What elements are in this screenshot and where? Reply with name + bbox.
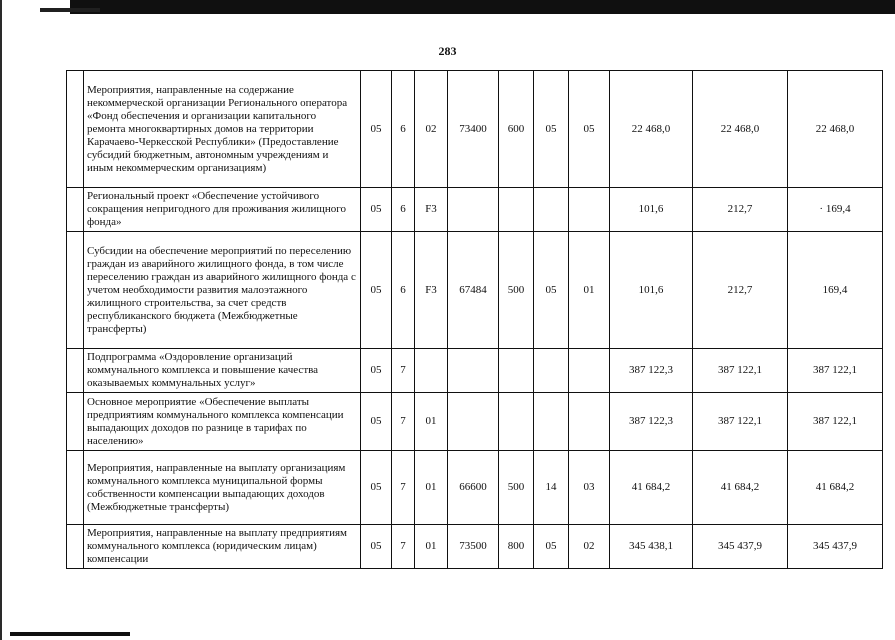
code-section-rz — [534, 393, 569, 451]
code-expense-type: 500 — [499, 232, 534, 349]
sum-year-2: 41 684,2 — [693, 451, 788, 525]
code-program: 6 — [392, 232, 415, 349]
row-index-cell — [67, 393, 84, 451]
code-section-rz: 05 — [534, 232, 569, 349]
scan-top-border-fade — [40, 8, 100, 12]
code-expense-type — [499, 393, 534, 451]
code-subsection-pr: 02 — [569, 525, 610, 569]
code-expense-type: 800 — [499, 525, 534, 569]
row-name: Мероприятия, направленные на выплату организациям коммунального комплекса муниципальной формы собственности компенсации выпадающих доходов (Межбюджетные трансферты) — [84, 451, 361, 525]
sum-year-2: 22 468,0 — [693, 71, 788, 188]
code-subprogram: 01 — [415, 525, 448, 569]
code-program: 7 — [392, 349, 415, 393]
code-section-rz — [534, 188, 569, 232]
code-direction: 66600 — [448, 451, 499, 525]
code-section: 05 — [361, 188, 392, 232]
sum-year-1: 101,6 — [610, 188, 693, 232]
scan-bottom-border — [10, 632, 130, 636]
sum-year-3: 41 684,2 — [788, 451, 883, 525]
code-section: 05 — [361, 525, 392, 569]
sum-year-3: 387 122,1 — [788, 393, 883, 451]
row-name: Региональный проект «Обеспечение устойчивого сокращения непригодного для проживания жилищного фонда» — [84, 188, 361, 232]
sum-year-1: 387 122,3 — [610, 349, 693, 393]
code-subprogram: F3 — [415, 188, 448, 232]
sum-year-2: 212,7 — [693, 232, 788, 349]
table-row — [67, 393, 883, 451]
sum-year-3: 387 122,1 — [788, 349, 883, 393]
code-subsection-pr — [569, 393, 610, 451]
row-name: Мероприятия, направленные на выплату предприятиям коммунального комплекса (юридическим лицам) компенсации — [84, 525, 361, 569]
sum-year-2: 387 122,1 — [693, 349, 788, 393]
code-section-rz: 14 — [534, 451, 569, 525]
row-index-cell — [67, 188, 84, 232]
sum-year-1: 345 438,1 — [610, 525, 693, 569]
sum-year-3: · 169,4 — [788, 188, 883, 232]
table-row — [67, 451, 883, 525]
row-index-cell — [67, 232, 84, 349]
code-program: 7 — [392, 451, 415, 525]
code-subprogram: F3 — [415, 232, 448, 349]
code-direction: 73400 — [448, 71, 499, 188]
code-subprogram: 02 — [415, 71, 448, 188]
row-index-cell — [67, 451, 84, 525]
code-expense-type — [499, 188, 534, 232]
table-row — [67, 188, 883, 232]
table-row — [67, 525, 883, 569]
row-name: Подпрограмма «Оздоровление организаций коммунального комплекса и повышение качества оказываемых коммунальных услуг» — [84, 349, 361, 393]
sum-year-1: 101,6 — [610, 232, 693, 349]
code-expense-type — [499, 349, 534, 393]
budget-table — [66, 70, 883, 569]
row-index-cell — [67, 71, 84, 188]
sum-year-2: 345 437,9 — [693, 525, 788, 569]
budget-table-body — [67, 71, 883, 569]
sum-year-2: 387 122,1 — [693, 393, 788, 451]
code-program: 6 — [392, 188, 415, 232]
code-subsection-pr: 03 — [569, 451, 610, 525]
sum-year-1: 41 684,2 — [610, 451, 693, 525]
code-expense-type: 600 — [499, 71, 534, 188]
code-subprogram: 01 — [415, 393, 448, 451]
code-subprogram: 01 — [415, 451, 448, 525]
code-subsection-pr — [569, 188, 610, 232]
table-row — [67, 349, 883, 393]
code-direction — [448, 393, 499, 451]
code-section-rz: 05 — [534, 71, 569, 188]
code-section: 05 — [361, 71, 392, 188]
code-section: 05 — [361, 232, 392, 349]
code-section: 05 — [361, 349, 392, 393]
code-section: 05 — [361, 393, 392, 451]
row-name: Субсидии на обеспечение мероприятий по переселению граждан из аварийного жилищного фонда, в том числе переселению граждан из аварийного жилищного фонда с учетом необходимости развития малоэтажного жилищного строительства, за счет средств республиканского бюджета (Межбюджетные трансферты) — [84, 232, 361, 349]
table-row — [67, 232, 883, 349]
sum-year-3: 169,4 — [788, 232, 883, 349]
code-expense-type: 500 — [499, 451, 534, 525]
code-subsection-pr: 05 — [569, 71, 610, 188]
code-direction — [448, 188, 499, 232]
code-subsection-pr — [569, 349, 610, 393]
row-name: Мероприятия, направленные на содержание некоммерческой организации Регионального оператора «Фонд обеспечения и организации капитального ремонта многоквартирных домов на территории Карачаево-Черкесской Республики» (Предоставление субсидий бюджетным, автономным учреждениям и иным некоммерческим организациям) — [84, 71, 361, 188]
sum-year-2: 212,7 — [693, 188, 788, 232]
code-section: 05 — [361, 451, 392, 525]
table-row — [67, 71, 883, 188]
code-program: 7 — [392, 393, 415, 451]
scan-top-border — [70, 0, 895, 14]
sum-year-1: 387 122,3 — [610, 393, 693, 451]
sum-year-1: 22 468,0 — [610, 71, 693, 188]
row-index-cell — [67, 349, 84, 393]
row-name: Основное мероприятие «Обеспечение выплаты предприятиям коммунального комплекса компенсации выпадающих доходов по разнице в тарифах по населению» — [84, 393, 361, 451]
row-index-cell — [67, 525, 84, 569]
code-direction: 67484 — [448, 232, 499, 349]
sum-year-3: 22 468,0 — [788, 71, 883, 188]
code-direction: 73500 — [448, 525, 499, 569]
code-program: 6 — [392, 71, 415, 188]
code-program: 7 — [392, 525, 415, 569]
code-section-rz — [534, 349, 569, 393]
code-subsection-pr: 01 — [569, 232, 610, 349]
code-direction — [448, 349, 499, 393]
page-number: 283 — [438, 44, 457, 58]
scan-left-edge — [0, 0, 2, 640]
code-subprogram — [415, 349, 448, 393]
sum-year-3: 345 437,9 — [788, 525, 883, 569]
code-section-rz: 05 — [534, 525, 569, 569]
